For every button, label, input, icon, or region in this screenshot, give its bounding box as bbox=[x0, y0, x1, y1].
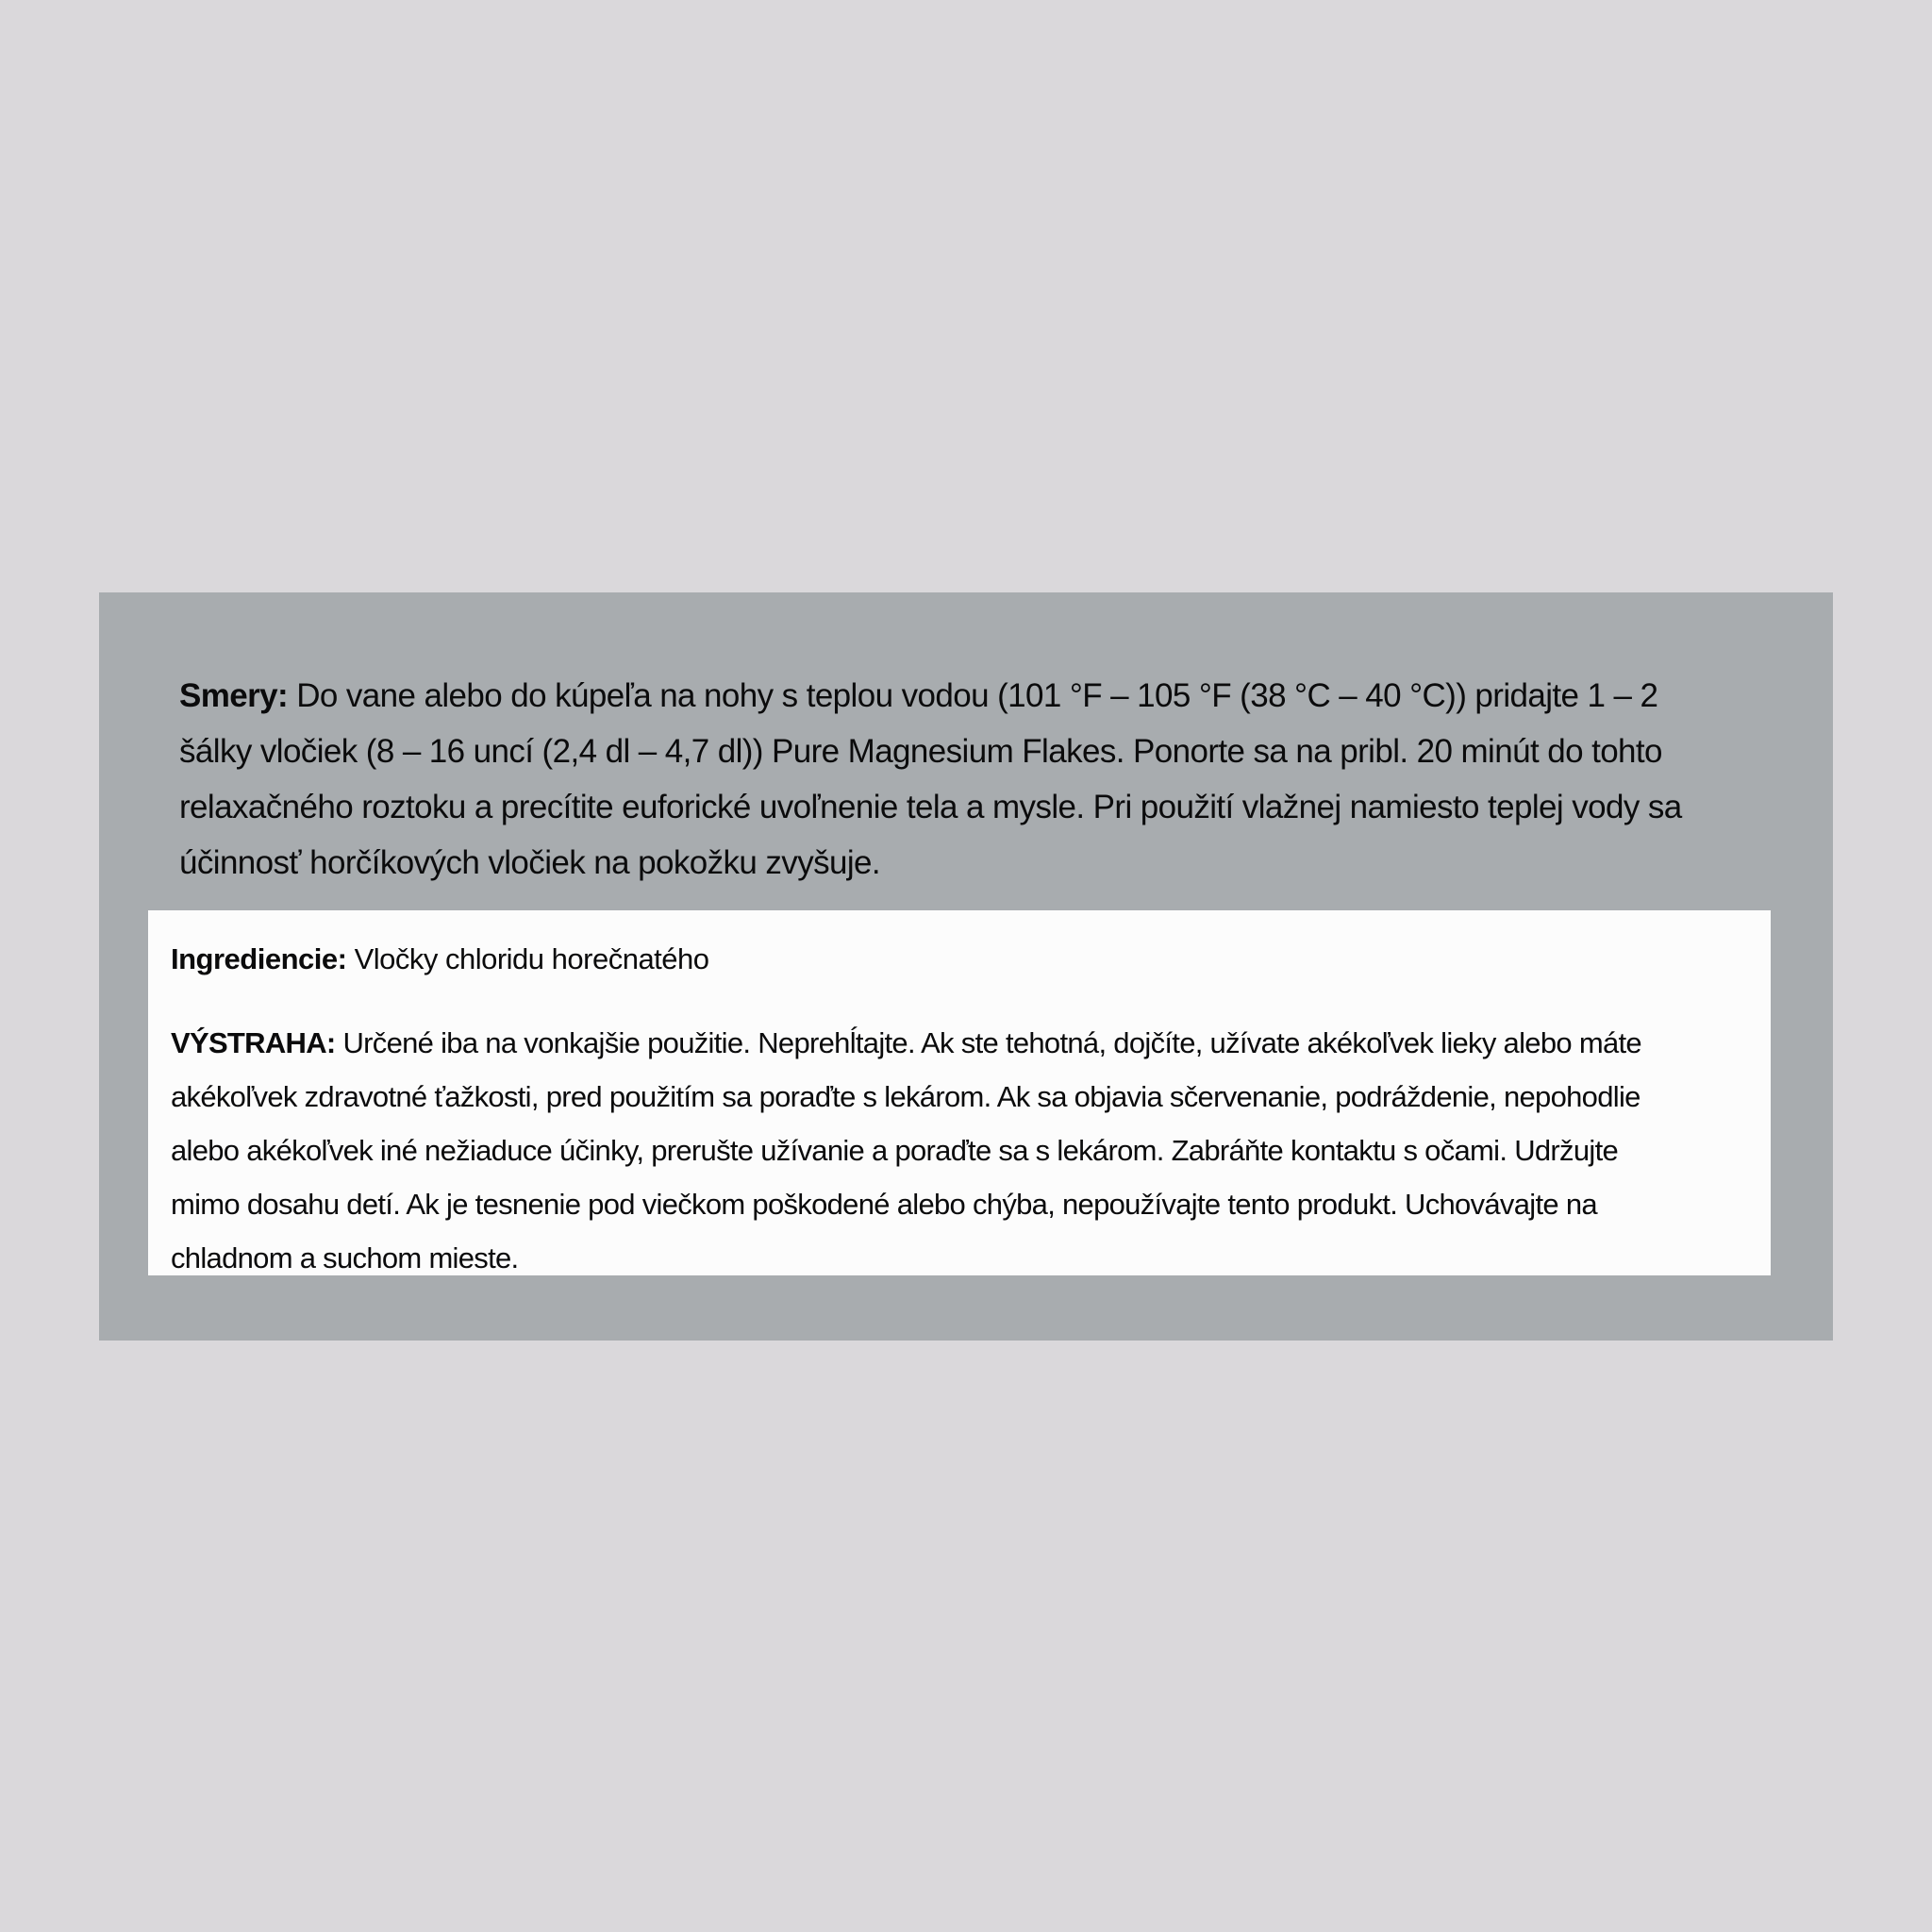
directions-label: Smery: bbox=[179, 677, 289, 714]
gray-label-panel bbox=[99, 592, 1833, 1341]
directions-paragraph bbox=[179, 668, 1682, 891]
directions-line-text: Do vane alebo do kúpeľa na nohy s teplou vodou (101 °F – 105 °F (38 °C – 40 °C)) pridajte 1 – 2 bbox=[296, 677, 1658, 714]
ingredients-paragraph bbox=[171, 939, 709, 980]
directions-line: šálky vločiek (8 – 16 uncí (2,4 dl – 4,7 dl)) Pure Magnesium Flakes. Ponorte sa na pribl. 20 minút do tohto bbox=[179, 733, 1662, 770]
directions-line: relaxačného roztoku a precítite euforické uvoľnenie tela a mysle. Pri použití vlažnej namiesto teplej vody sa bbox=[179, 789, 1682, 825]
warning-paragraph bbox=[171, 1016, 1641, 1285]
warning-label: VÝSTRAHA: bbox=[171, 1026, 336, 1059]
directions-line bbox=[179, 668, 1682, 724]
ingredients-text: Vločky chloridu horečnatého bbox=[354, 942, 709, 975]
warning-line bbox=[171, 1016, 1641, 1070]
directions-line: účinnosť horčíkových vločiek na pokožku zvyšuje. bbox=[179, 844, 881, 881]
warning-line: akékoľvek zdravotné ťažkosti, pred použitím sa poraďte s lekárom. Ak sa objavia sčervenanie, podráždenie, nepohodlie bbox=[171, 1080, 1641, 1113]
ingredients-label: Ingrediencie: bbox=[171, 942, 347, 975]
warning-line: chladnom a suchom mieste. bbox=[171, 1241, 519, 1274]
warning-line: alebo akékoľvek iné nežiaduce účinky, prerušte užívanie a poraďte sa s lekárom. Zabráňte kontaktu s očami. Udržujte bbox=[171, 1134, 1619, 1167]
warning-line-text: Určené iba na vonkajšie použitie. Neprehĺtajte. Ak ste tehotná, dojčíte, užívate akékoľvek lieky alebo máte bbox=[342, 1026, 1641, 1059]
ingredients-warning-box bbox=[148, 910, 1771, 1275]
warning-line: mimo dosahu detí. Ak je tesnenie pod viečkom poškodené alebo chýba, nepoužívajte tento produkt. Uchovávajte na bbox=[171, 1188, 1597, 1221]
